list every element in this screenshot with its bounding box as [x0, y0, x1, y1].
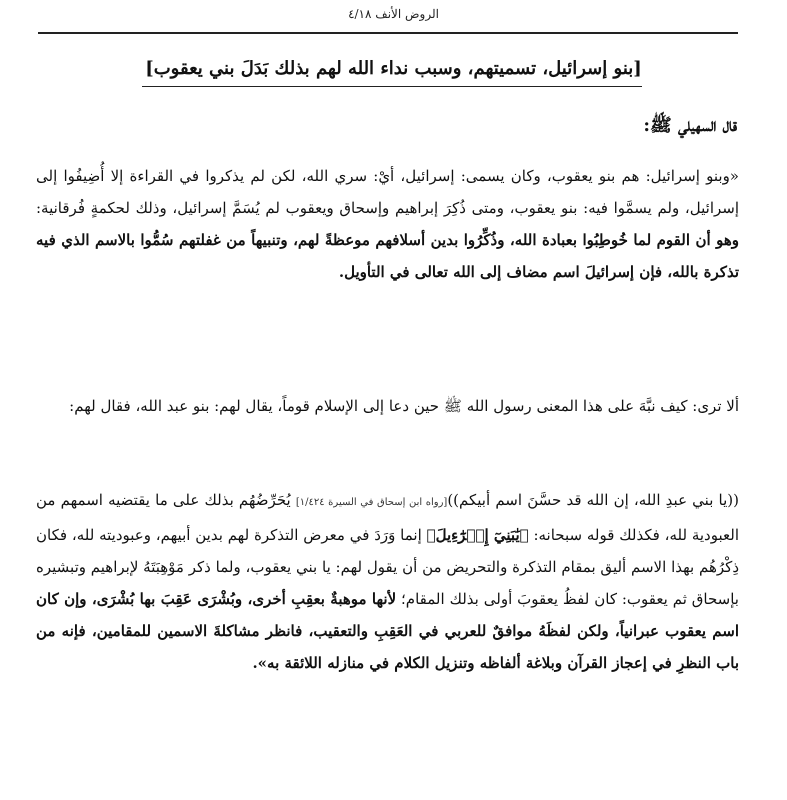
paragraph-3-bold: لأنها موهبةٌ بعقِبِ أخرى، وبُشْرَى عَقِبَ بها بُشْرَى، وإن كان اسم يعقوب عبرانياً، ولكن لفظَهُ موافقٌ للعربي في العَقِبِ والتعقيب، فانظر مشاكلةَ الاسمين للمقامين، فإنه من باب النظرِ في إعجاز القرآن وبلاغة ألفاظه وتنزيل الكلام في منازله اللائقة به».	[36, 590, 739, 672]
title-underline	[142, 86, 642, 87]
paragraph-3-text-a: يُحَرِّضُهُم بذلك على ما يقتضيه اسمهم من العبودية لله، فكذلك قوله سبحانه:	[36, 491, 739, 544]
paragraph-2-text: ألا ترى: كيف نبَّهَ على هذا المعنى رسول الله ﷺ حين دعا إلى الإسلام قوماً، يقال لهم: بنو عبد الله، فقال لهم:	[69, 397, 739, 415]
paragraph-1	[36, 160, 739, 288]
paragraph-3-text-b: إنما وَرَدَ في معرض التذكرة لهم بدين أبيهم، وعبوديته لله، فكان ذِكْرُهُم بهذا الاسم أليق بمقام التذكرة والتحريض من أن يقول لهم: يا بني يعقوب، ولما ذكر مَوْهِبَتَهُ لإبراهيم وتبشيره بإسحاق ثم يعقوب: كان لفظُ يعقوبَ أولى بذلك المقام؛	[36, 526, 739, 608]
hadith-quote: ((يا بني عبدِ الله، إن الله قد حسَّنَ اسم أبيكم))	[447, 491, 740, 509]
paragraph-2	[36, 390, 739, 422]
header-rule	[38, 32, 738, 34]
hadith-reference: [رواه ابن إسحاق في السيرة ١/٤٢٤]	[295, 497, 448, 508]
quran-quote: ﴿يَٰبَنِيٓ إِسۡرَٰٓءِيلَ﴾	[426, 526, 529, 544]
paragraph-1-text: «وبنو إسرائيل: هم بنو يعقوب، وكان يسمى: إسرائيل، أيْ: سري الله، لكن لم يذكروا في القراءة إلا أُضِيفُوا إلى إسرائيل، ولم يسمَّوا فيه: بنو يعقوب، ومتى ذُكِرَ إبراهيم وإسحاق ويعقوب لم يُسَمَّ إسرائيل، وذلك لحكمةٍ فُرقانية:	[36, 167, 739, 217]
section-title: [بنو إسرائيل، تسميتهم، وسبب نداء الله لهم بذلك بَدَلَ بني يعقوب]	[145, 58, 642, 79]
running-header: الروض الأنف ٤/١٨	[348, 7, 439, 21]
paragraph-1-bold: وهو أن القوم لما خُوطِبُوا بعبادة الله، وذُكِّرُوا بدين أسلافهم موعظةً لهم، وتنبيهاً من غفلتهم سُمُّوا بالاسم الذي فيه تذكرة بالله، فإن إسرائيلَ اسم مضاف إلى الله تعالى في التأويل.	[36, 231, 739, 281]
paragraph-3	[36, 484, 739, 679]
speaker-line: قال السهيلي ﷺ:	[643, 115, 737, 136]
